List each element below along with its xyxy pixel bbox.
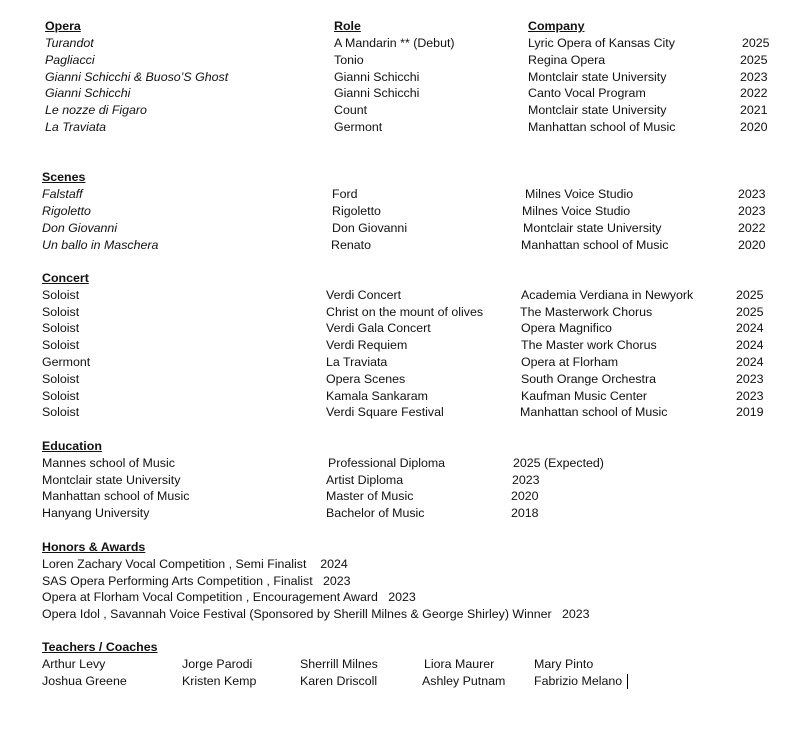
education-degree: Master of Music xyxy=(326,489,414,503)
role-header: Role xyxy=(334,19,361,33)
education-header: Education xyxy=(42,439,102,453)
concert-event: Verdi Concert xyxy=(326,288,402,302)
education-school: Hanyang University xyxy=(42,506,150,520)
teacher-name: Ashley Putnam xyxy=(422,674,506,688)
company-header: Company xyxy=(528,19,585,33)
education-degree: Artist Diploma xyxy=(326,473,404,487)
opera-title: La Traviata xyxy=(45,120,107,134)
concert-role: Soloist xyxy=(42,372,80,386)
opera-company: Montclair state University xyxy=(528,70,667,84)
concert-role: Soloist xyxy=(42,305,80,319)
concert-event: Verdi Square Festival xyxy=(326,405,444,419)
teacher-name: Karen Driscoll xyxy=(300,674,378,688)
opera-title: Turandot xyxy=(45,36,94,50)
opera-company: Manhattan school of Music xyxy=(528,120,676,134)
opera-year: 2025 xyxy=(742,36,770,50)
opera-title: Le nozze di Figaro xyxy=(45,103,147,117)
opera-header: Opera xyxy=(45,19,81,33)
concert-year: 2023 xyxy=(736,389,764,403)
education-degree: Bachelor of Music xyxy=(326,506,425,520)
opera-role: A Mandarin ** (Debut) xyxy=(334,36,455,50)
scene-title: Rigoletto xyxy=(42,204,91,218)
concert-company: Opera at Florham xyxy=(521,355,619,369)
teacher-name: Sherrill Milnes xyxy=(300,657,378,671)
teacher-name: Jorge Parodi xyxy=(182,657,253,671)
concert-company: Opera Magnifico xyxy=(521,321,612,335)
opera-title: Gianni Schicchi xyxy=(45,86,131,100)
opera-year: 2022 xyxy=(740,86,768,100)
opera-company: Montclair state University xyxy=(528,103,667,117)
teacher-name: Fabrizio Melano xyxy=(534,674,623,688)
concert-company: South Orange Orchestra xyxy=(521,372,656,386)
concert-company: The Masterwork Chorus xyxy=(520,305,653,319)
concert-event: Verdi Gala Concert xyxy=(326,321,431,335)
scene-role: Don Giovanni xyxy=(332,221,408,235)
opera-role: Gianni Schicchi xyxy=(334,86,420,100)
education-year: 2018 xyxy=(511,506,539,520)
concert-year: 2024 xyxy=(736,355,764,369)
opera-role: Germont xyxy=(334,120,383,134)
scene-year: 2022 xyxy=(738,221,766,235)
teacher-name: Joshua Greene xyxy=(42,674,127,688)
scene-title: Falstaff xyxy=(42,187,83,201)
scene-role: Rigoletto xyxy=(332,204,381,218)
scene-company: Milnes Voice Studio xyxy=(522,204,631,218)
education-year: 2023 xyxy=(512,473,540,487)
concert-year: 2024 xyxy=(736,338,764,352)
concert-company: Academia Verdiana in Newyork xyxy=(521,288,694,302)
scene-company: Milnes Voice Studio xyxy=(525,187,634,201)
scene-role: Renato xyxy=(331,238,371,252)
opera-year: 2023 xyxy=(740,70,768,84)
concert-role: Soloist xyxy=(42,389,80,403)
concert-year: 2025 xyxy=(736,305,764,319)
concert-company: Manhattan school of Music xyxy=(520,405,668,419)
concert-year: 2019 xyxy=(736,405,764,419)
concert-role: Germont xyxy=(42,355,91,369)
opera-role: Tonio xyxy=(334,53,364,67)
concert-role: Soloist xyxy=(42,338,80,352)
concert-event: Christ on the mount of olives xyxy=(326,305,484,319)
honor-item: SAS Opera Performing Arts Competition , Finalist 2023 xyxy=(42,574,351,588)
opera-year: 2025 xyxy=(740,53,768,67)
opera-company: Canto Vocal Program xyxy=(528,86,646,100)
honor-item: Opera at Florham Vocal Competition , Encouragement Award 2023 xyxy=(42,590,416,604)
teacher-name: Arthur Levy xyxy=(42,657,106,671)
concert-event: Kamala Sankaram xyxy=(326,389,428,403)
concert-year: 2024 xyxy=(736,321,764,335)
teacher-name: Kristen Kemp xyxy=(182,674,257,688)
opera-title: Gianni Schicchi & Buoso’S Ghost xyxy=(45,70,229,84)
scenes-header: Scenes xyxy=(42,170,86,184)
honors-header: Honors & Awards xyxy=(42,540,146,554)
opera-year: 2021 xyxy=(740,103,768,117)
concert-event: Opera Scenes xyxy=(326,372,406,386)
concert-event: Verdi Requiem xyxy=(326,338,408,352)
teacher-name: Liora Maurer xyxy=(424,657,495,671)
teachers-header: Teachers / Coaches xyxy=(42,640,158,654)
scene-title: Un ballo in Maschera xyxy=(42,238,159,252)
concert-year: 2025 xyxy=(736,288,764,302)
opera-company: Lyric Opera of Kansas City xyxy=(528,36,675,50)
text-cursor xyxy=(627,674,628,689)
honor-item: Loren Zachary Vocal Competition , Semi Finalist 2024 xyxy=(42,557,348,571)
concert-header: Concert xyxy=(42,271,89,285)
scene-company: Montclair state University xyxy=(523,221,662,235)
teacher-name: Mary Pinto xyxy=(534,657,594,671)
education-school: Manhattan school of Music xyxy=(42,489,190,503)
education-school: Mannes school of Music xyxy=(42,456,175,470)
scene-year: 2020 xyxy=(738,238,766,252)
opera-role: Count xyxy=(334,103,368,117)
scene-year: 2023 xyxy=(738,204,766,218)
concert-role: Soloist xyxy=(42,321,80,335)
concert-company: Kaufman Music Center xyxy=(521,389,648,403)
education-year: 2020 xyxy=(511,489,539,503)
opera-company: Regina Opera xyxy=(528,53,606,67)
scene-year: 2023 xyxy=(738,187,766,201)
education-school: Montclair state University xyxy=(42,473,181,487)
opera-title: Pagliacci xyxy=(45,53,95,67)
scene-company: Manhattan school of Music xyxy=(521,238,669,252)
opera-role: Gianni Schicchi xyxy=(334,70,420,84)
education-year: 2025 (Expected) xyxy=(513,456,604,470)
education-degree: Professional Diploma xyxy=(328,456,446,470)
concert-role: Soloist xyxy=(42,405,80,419)
scene-role: Ford xyxy=(332,187,358,201)
scene-title: Don Giovanni xyxy=(42,221,118,235)
concert-role: Soloist xyxy=(42,288,80,302)
opera-year: 2020 xyxy=(740,120,768,134)
honor-item: Opera Idol , Savannah Voice Festival (Sponsored by Sherill Milnes & George Shirley) Winner 2023 xyxy=(42,607,590,621)
concert-event: La Traviata xyxy=(326,355,388,369)
concert-company: The Master work Chorus xyxy=(521,338,657,352)
concert-year: 2023 xyxy=(736,372,764,386)
